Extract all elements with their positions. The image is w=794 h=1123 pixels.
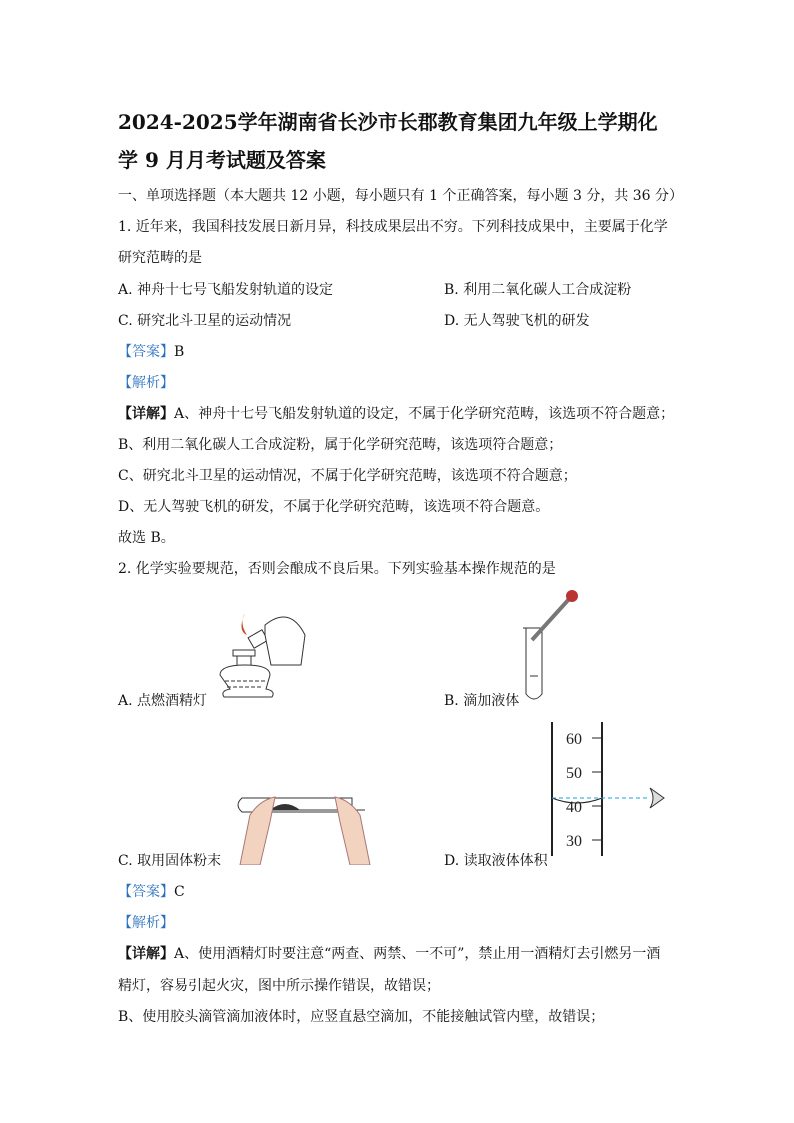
tick-30: 30	[566, 833, 582, 850]
graduated-cylinder-figure	[540, 720, 680, 860]
alcohol-lamp-figure	[205, 605, 315, 705]
analysis-tag: 【解析】	[118, 375, 174, 391]
detail-text: A、使用酒精灯时要注意“两查、两禁、一不可”，禁止用一酒精灯去引燃另一酒	[174, 946, 661, 962]
q1-option-d: D. 无人驾驶飞机的研发	[444, 313, 590, 329]
detail-tag: 【详解】	[118, 946, 174, 962]
dropper-test-tube-figure	[520, 588, 590, 706]
q1-detail-d: D、无人驾驶飞机的研发，不属于化学研究范畴，该选项不符合题意。	[118, 499, 550, 515]
analysis-tag: 【解析】	[118, 915, 174, 931]
q1-detail-c: C、研究北斗卫星的运动情况，不属于化学研究范畴，该选项不符合题意；	[118, 468, 577, 484]
answer-tag: 【答案】	[118, 884, 174, 900]
answer-tag: 【答案】	[118, 344, 174, 360]
q1-option-c: C. 研究北斗卫星的运动情况	[118, 313, 292, 329]
detail-text: A、神舟十七号飞船发射轨道的设定，不属于化学研究范畴，该选项不符合题意；	[174, 406, 675, 422]
powder-test-tube-figure	[230, 790, 380, 865]
eye-icon	[650, 788, 664, 808]
q1-answer	[118, 343, 184, 361]
q1-detail-a	[118, 405, 674, 423]
doc-title-line2: 学 9 月月考试题及答案	[118, 148, 326, 172]
q2-option-a: A. 点燃酒精灯	[118, 693, 208, 709]
q2-analysis-tag	[118, 914, 174, 932]
answer-value: B	[174, 344, 185, 360]
tick-40: 40	[566, 799, 582, 816]
q1-option-b: B. 利用二氧化碳人工合成淀粉	[444, 282, 632, 298]
answer-value: C	[174, 884, 185, 900]
q1-option-a: A. 神舟十七号飞船发射轨道的设定	[118, 282, 334, 298]
q1-detail-b: B、利用二氧化碳人工合成淀粉，属于化学研究范畴，该选项符合题意；	[118, 437, 563, 453]
q2-stem: 2. 化学实验要规范，否则会酿成不良后果。下列实验基本操作规范的是	[118, 561, 556, 577]
q1-conclusion: 故选 B。	[118, 530, 175, 546]
q1-stem: 1. 近年来，我国科技发展日新月异，科技成果层出不穷。下列科技成果中，主要属于化学	[118, 219, 668, 235]
q2-option-d: D. 读取液体体积	[444, 853, 548, 869]
detail-tag: 【详解】	[118, 406, 174, 422]
tick-50: 50	[566, 765, 582, 782]
section-heading: 一、单项选择题（本大题共 12 小题，每小题只有 1 个正确答案，每小题 3 分，共 36 分）	[118, 188, 684, 204]
q2-option-c: C. 取用固体粉末	[118, 853, 222, 869]
q2-detail-a-cont: 精灯，容易引起火灾，图中所示操作错误，故错误；	[118, 978, 440, 994]
q1-analysis-tag	[118, 374, 174, 392]
q2-answer	[118, 883, 185, 901]
q2-detail-a	[118, 945, 660, 963]
q2-option-b: B. 滴加液体	[444, 693, 520, 709]
tick-60: 60	[566, 731, 582, 748]
doc-title-line1: 2024-2025学年湖南省长沙市长郡教育集团九年级上学期化	[118, 110, 658, 134]
q2-detail-b: B、使用胶头滴管滴加液体时，应竖直悬空滴加，不能接触试管内壁，故错误；	[118, 1009, 605, 1025]
q1-stem-cont: 研究范畴的是	[118, 250, 202, 266]
